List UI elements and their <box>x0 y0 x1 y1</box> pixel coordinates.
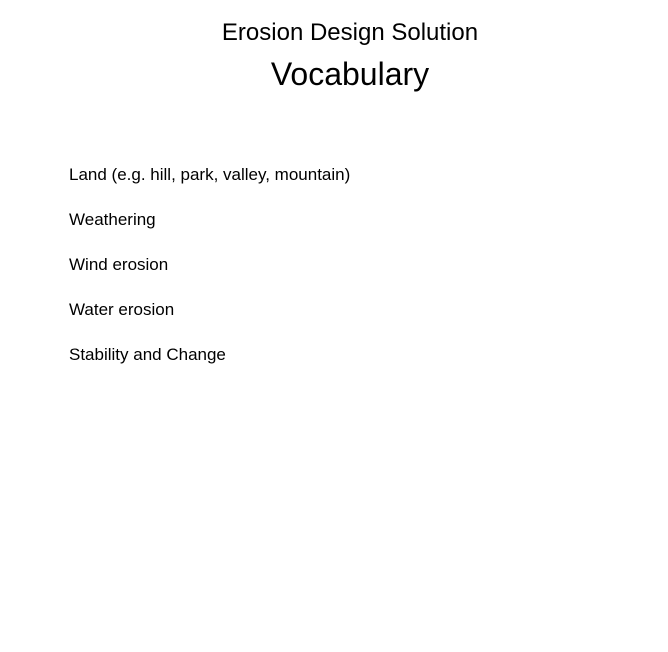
document-subtitle: Erosion Design Solution <box>221 19 479 46</box>
vocabulary-item-weathering: Weathering <box>69 210 156 229</box>
vocabulary-item-land: Land (e.g. hill, park, valley, mountain) <box>69 165 351 184</box>
vocabulary-list <box>69 164 350 389</box>
vocabulary-item-stability-and-change: Stability and Change <box>69 345 226 364</box>
document-title: Vocabulary <box>270 56 430 92</box>
vocabulary-item-wind-erosion: Wind erosion <box>69 255 169 274</box>
vocabulary-item-water-erosion: Water erosion <box>69 300 175 319</box>
